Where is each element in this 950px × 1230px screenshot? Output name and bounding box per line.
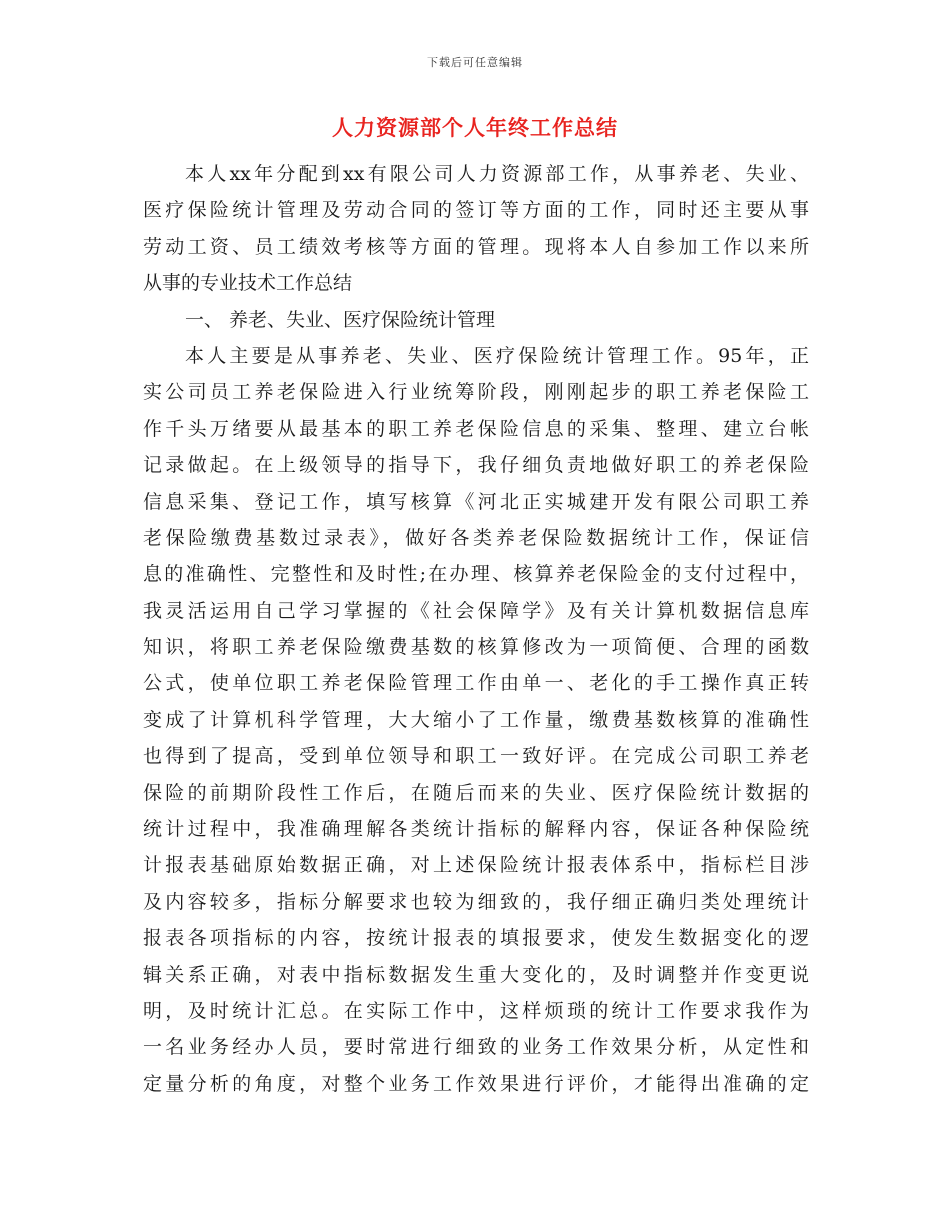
paragraph-2-line-7: 息的准确性、完整性和及时性;在办理、核算养老保险金的支付过程中， [143,563,809,586]
paragraph-2-line-11: 变成了计算机科学管理，大大缩小了工作量，缴费基数核算的准确性 [143,708,809,731]
paragraph-2-line-10: 公式，使单位职工养老保险管理工作由单一、老化的手工操作真正转 [143,672,809,695]
paragraph-2-line-17: 报表各项指标的内容，按统计报表的填报要求，使发生数据变化的逻 [143,927,809,950]
paragraph-2-line-6: 老保险缴费基数过录表》，做好各类养老保险数据统计工作，保证信 [143,526,809,549]
header-note: 下载后可任意编辑 [427,56,523,69]
paragraph-1-line-4: 从事的专业技术工作总结 [143,272,353,295]
paragraph-2-line-4: 记录做起。在上级领导的指导下，我仔细负责地做好职工的养老保险 [143,454,809,477]
paragraph-1-line-3: 劳动工资、员工绩效考核等方面的管理。现将本人自参加工作以来所 [143,235,809,258]
paragraph-2-line-9: 知识，将职工养老保险缴费基数的核算修改为一项简便、合理的函数 [143,636,809,659]
paragraph-2-line-18: 辑关系正确，对表中指标数据发生重大变化的，及时调整并作变更说 [143,963,809,986]
document-title: 人力资源部个人年终工作总结 [332,115,618,140]
paragraph-2-line-14: 统计过程中，我准确理解各类统计指标的解释内容，保证各种保险统 [143,818,809,841]
paragraph-2-line-13: 保险的前期阶段性工作后，在随后而来的失业、医疗保险统计数据的 [143,781,809,804]
paragraph-2-line-16: 及内容较多，指标分解要求也较为细致的，我仔细正确归类处理统计 [143,890,809,913]
paragraph-2-line-21: 定量分析的角度，对整个业务工作效果进行评价，才能得出准确的定 [143,1072,809,1095]
paragraph-2-line-5: 信息采集、登记工作，填写核算《河北正实城建开发有限公司职工养 [143,490,809,513]
paragraph-2-line-2: 实公司员工养老保险进入行业统筹阶段，刚刚起步的职工养老保险工 [143,381,809,404]
paragraph-1-line-1: 本人xx年分配到xx有限公司人力资源部工作，从事养老、失业、 [185,163,809,185]
paragraph-2-line-20: 一名业务经办人员，要时常进行细致的业务工作效果分析，从定性和 [143,1036,809,1059]
paragraph-2-line-3: 作千头万绪要从最基本的职工养老保险信息的采集、整理、建立台帐 [143,417,809,440]
paragraph-2-line-1: 本人主要是从事养老、失业、医疗保险统计管理工作。95年，正 [185,344,809,367]
paragraph-2-line-12: 也得到了提高，受到单位领导和职工一致好评。在完成公司职工养老 [143,745,809,768]
document-body [143,156,809,1102]
paragraph-2-line-19: 明，及时统计汇总。在实际工作中，这样烦琐的统计工作要求我作为 [143,999,809,1022]
section-heading-1: 一、 养老、失业、医疗保险统计管理 [185,308,496,331]
paragraph-2-line-8: 我灵活运用自己学习掌握的《社会保障学》及有关计算机数据信息库 [143,599,809,622]
paragraph-1-line-2: 医疗保险统计管理及劳动合同的签订等方面的工作，同时还主要从事 [143,199,809,222]
paragraph-2-line-15: 计报表基础原始数据正确，对上述保险统计报表体系中，指标栏目涉 [143,854,809,877]
